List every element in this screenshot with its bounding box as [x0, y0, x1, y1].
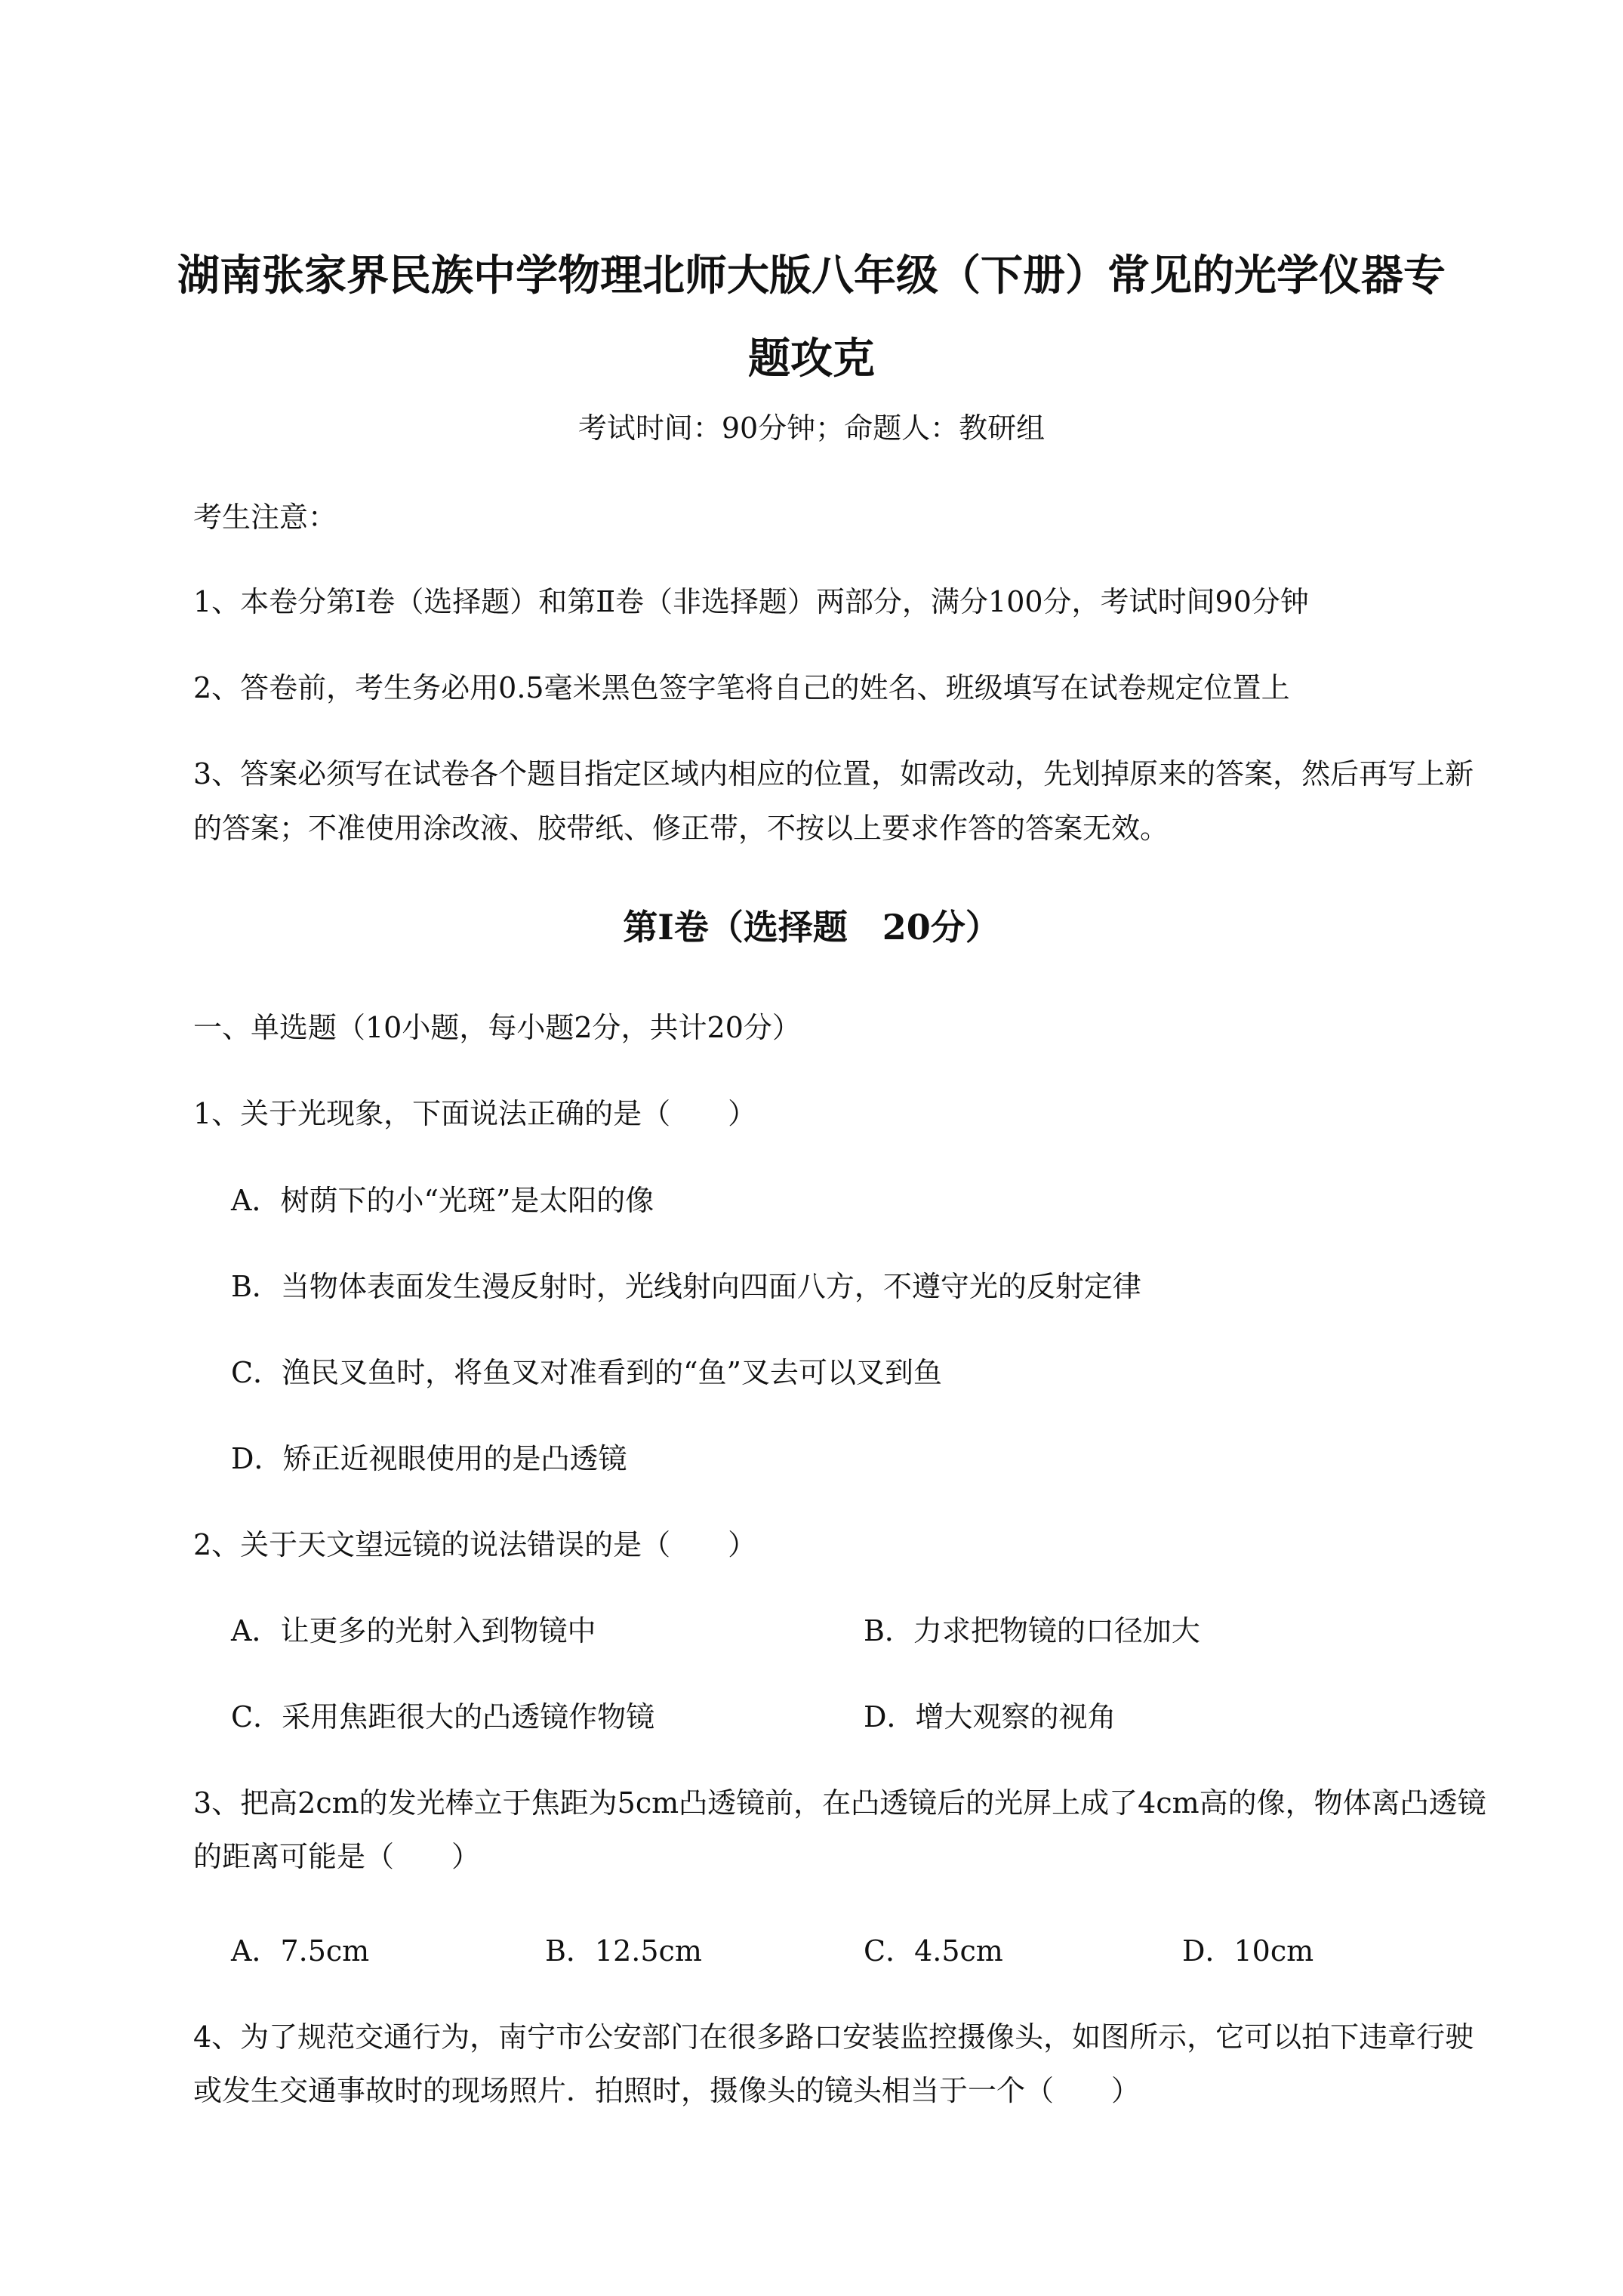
- notice-item-1: 1、本卷分第I卷（选择题）和第Ⅱ卷（非选择题）两部分，满分100分，考试时间90分钟: [193, 585, 1309, 618]
- question-4-stem-line-1: 4、为了规范交通行为，南宁市公安部门在很多路口安装监控摄像头，如图所示，它可以拍下违章行驶: [193, 2020, 1474, 2054]
- question-1-option-b: B．当物体表面发生漫反射时，光线射向四面八方，不遵守光的反射定律: [231, 1270, 1141, 1303]
- question-2-stem: 2、关于天文望远镜的说法错误的是（ ）: [193, 1528, 757, 1561]
- question-1-stem: 1、关于光现象，下面说法正确的是（ ）: [193, 1097, 757, 1130]
- exam-title-line-2: 题攻克: [748, 334, 875, 384]
- question-1-option-d: D．矫正近视眼使用的是凸透镜: [231, 1442, 627, 1475]
- section-title: 第I卷（选择题 20分）: [623, 907, 1000, 948]
- question-2-option-d: D．增大观察的视角: [864, 1700, 1116, 1734]
- exam-subtitle: 考试时间：90分钟；命题人：教研组: [577, 411, 1046, 445]
- notice-item-3-cont: 的答案；不准使用涂改液、胶带纸、修正带，不按以上要求作答的答案无效。: [193, 812, 1169, 845]
- question-3-stem-line-2: 的距离可能是（ ）: [193, 1840, 481, 1873]
- question-2-option-a: A．让更多的光射入到物镜中: [231, 1614, 596, 1647]
- question-1-option-c: C．渔民叉鱼时，将鱼叉对准看到的“鱼”叉去可以叉到鱼: [231, 1356, 942, 1389]
- question-1-option-a: A．树荫下的小“光斑”是太阳的像: [231, 1184, 654, 1217]
- question-3-option-c: C．4.5cm: [864, 1934, 1003, 1968]
- question-3-stem-line-1: 3、把高2cm的发光棒立于焦距为5cm凸透镜前，在凸透镜后的光屏上成了4cm高的像，物体离凸透镜: [193, 1786, 1486, 1820]
- question-4-stem-line-2: 或发生交通事故时的现场照片．拍照时，摄像头的镜头相当于一个（ ）: [193, 2074, 1141, 2107]
- question-2-option-b: B．力求把物镜的口径加大: [864, 1614, 1200, 1647]
- notice-item-2: 2、答卷前，考生务必用0.5毫米黑色签字笔将自己的姓名、班级填写在试卷规定位置上: [193, 671, 1290, 704]
- question-2-option-c: C．采用焦距很大的凸透镜作物镜: [231, 1700, 655, 1734]
- part-heading: 一、单选题（10小题，每小题2分，共计20分）: [193, 1011, 801, 1044]
- notice-heading: 考生注意：: [193, 501, 337, 534]
- notice-item-3: 3、答案必须写在试卷各个题目指定区域内相应的位置，如需改动，先划掉原来的答案，然后再写上新: [193, 757, 1474, 791]
- question-3-option-a: A．7.5cm: [231, 1934, 370, 1968]
- exam-title-line-1: 湖南张家界民族中学物理北师大版八年级（下册）常见的光学仪器专: [177, 251, 1446, 300]
- question-3-option-d: D．10cm: [1182, 1934, 1314, 1968]
- question-3-option-b: B．12.5cm: [545, 1934, 702, 1968]
